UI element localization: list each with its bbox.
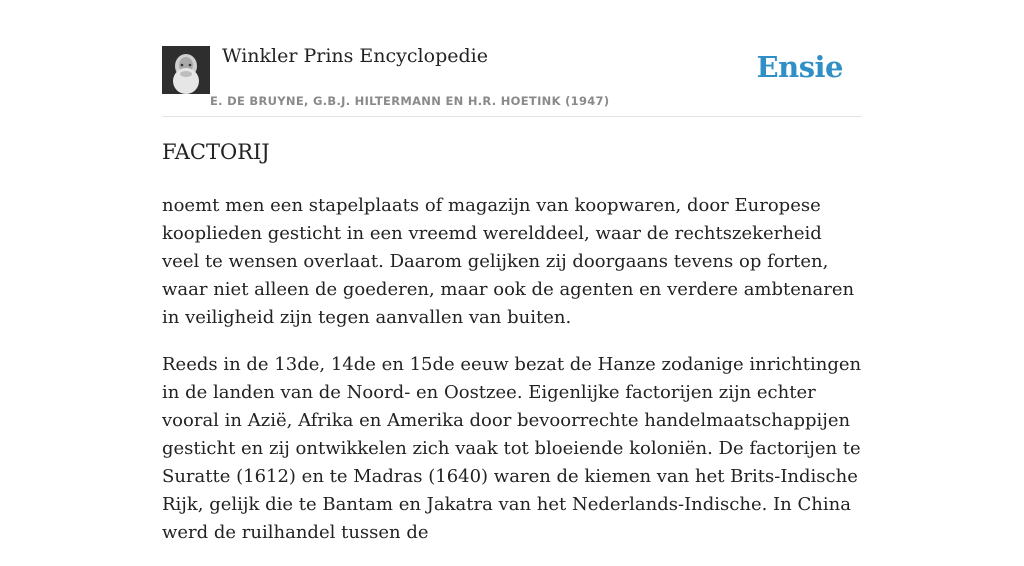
article-paragraph: Reeds in de 13de, 14de en 15de eeuw bezat de Hanze zodanige inrichtingen in de landen van de Noord- en Oostzee. Eigenlijke factorijen zijn echter vooral in Azië, Afrika en Amerika door bevoorrechte handelmaatschappijen gesticht en zij ontwikkelen zich vaak tot bloeiende koloniën. De factorijen te Suratte (1612) en te Madras (1640) waren de kiemen van het Brits-Indische Rijk, gelijk die te Bantam en Jakatra van het Nederlands-Indische. In China werd de ruilhandel tussen de: [162, 354, 862, 543]
header: [162, 0, 862, 117]
brand-logo[interactable]: Ensie: [756, 50, 843, 84]
authors-line: E. DE BRUYNE, G.B.J. HILTERMANN EN H.R. HOETINK (1947): [210, 94, 610, 108]
site-title[interactable]: Winkler Prins Encyclopedie: [222, 45, 488, 67]
article-title: FACTORIJ: [162, 140, 270, 164]
article-paragraph: noemt men een stapelplaats of magazijn van koopwaren, door Europese kooplieden gesticht in een vreemd werelddeel, waar de rechtszekerheid veel te wensen overlaat. Daarom gelijken zij doorgaans tevens op forten, waar niet alleen de goederen, maar ook de agenten en verdere ambtenaren in veiligheid zijn tegen aanvallen van buiten.: [162, 195, 855, 328]
article-body: [162, 192, 862, 566]
author-avatar: [162, 46, 210, 94]
portrait-icon: [162, 46, 210, 94]
